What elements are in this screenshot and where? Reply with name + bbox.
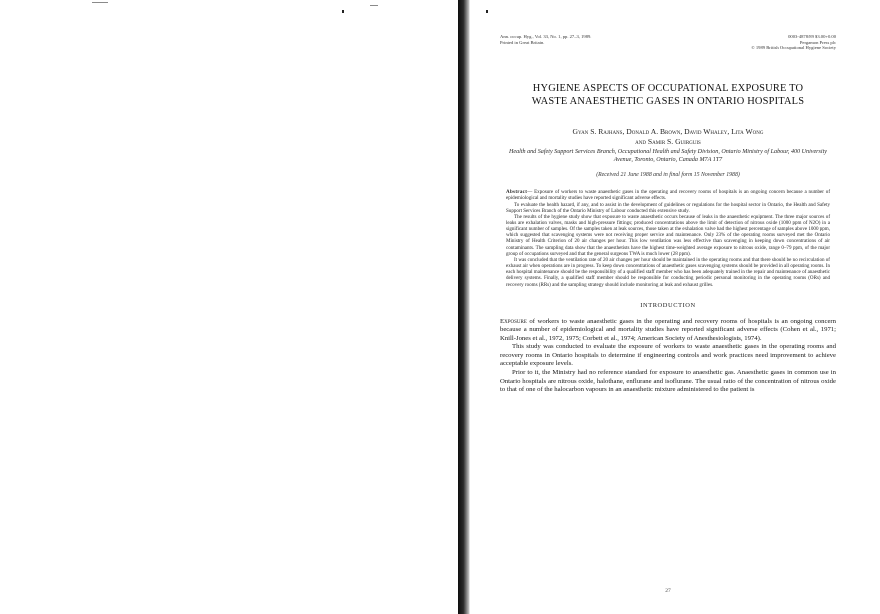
abstract xyxy=(506,189,830,288)
introduction-body xyxy=(500,318,836,395)
publisher-name: Pergamon Press plc xyxy=(799,39,836,45)
copyright-line: © 1989 British Occupational Hygiene Society xyxy=(751,45,836,50)
page-number: 27 xyxy=(665,588,671,594)
citation-line: Ann. occup. Hyg., Vol. 33, No. 1, pp. 27–3, 1989. xyxy=(500,34,592,39)
journal-page xyxy=(500,34,836,594)
section-heading: INTRODUCTION xyxy=(640,301,696,309)
received-dates: (Received 21 June 1988 and in final form 15 November 1988) xyxy=(596,172,740,179)
journal-citation xyxy=(500,34,591,45)
scan-artifact-dot xyxy=(486,10,488,13)
abstract-paragraph: To evaluate the health hazard, if any, and to assist in the development of guidelines or regulations for the hospital sector in Ontario, the Health and Safety Support Services Branch of the Ontario Ministry of Labour conducted this extensive study. xyxy=(506,201,830,214)
binding-gutter-shadow xyxy=(458,0,470,614)
publisher-info xyxy=(751,34,836,51)
abstract-paragraph: It was concluded that the ventilation rate of 20 air changes per hour should be maintained in the operating rooms and that there should be no recirculation of exhaust air when operations are in progress. To keep down concentrations of anaesthetic gases scavenging systems should be provided in all operating rooms. In each hospital maintenance should be the responsibility of a qualified staff member who has been adequately trained in the repair and maintenance of anaesthetic delivery systems. Finally, a qualified staff member should be responsible for conducting periodic personal monitoring in the operating rooms (ORs) and recovery rooms (RRs) and the sampling strategy should include monitoring at leak and exhaust grilles. xyxy=(506,256,831,288)
abstract-paragraph: The results of the hygiene study show that exposure to waste anaesthetic occurs because of leaks in the anaesthetic equipment. The three major sources of leaks are exhalation valves, masks and high-pressure fittings; produced concentrations above the limit of detection of nitrous oxide (1000 ppm of N2O) in a significant number of samples. Of the samples taken at leak sources, those taken at the exhalation valve had the highest percentage of samples above 1000 ppm, which suggested that scavenging systems were not receiving proper service and maintenance. Only 23% of the operating rooms surveyed met the Ontario Ministry of Health Criterion of 20 air changes per hour. This low ventilation was less effective than scavenging in keeping down concentrations of air contaminants. The sampling data show that the anaesthetists have the highest time-weighted average exposure to nitrous oxide, range 0–79 ppm, of the major group of occupations surveyed and that the general surgeons TWA is much lower (28 ppm). xyxy=(506,213,830,257)
body-paragraph: This study was conducted to evaluate the exposure of workers to waste anaesthetic gases in the operating rooms and recovery rooms in Ontario hospitals to determine if engineering controls and work practices need improvement to achieve acceptable exposure levels. xyxy=(500,343,836,368)
author-list xyxy=(500,127,836,146)
paragraph-lead-word: Exposure xyxy=(500,317,527,325)
scan-artifact-line xyxy=(92,2,108,3)
journal-header xyxy=(500,34,836,54)
author-affiliation: Health and Safety Support Services Branch, Occupational Health and Safety Division, Ontario Ministry of Labour, 400 University Avenue, Toronto, Ontario, Canada M7A 1T7 xyxy=(508,149,828,163)
abstract-paragraph xyxy=(506,189,830,201)
title-line-1: HYGIENE ASPECTS OF OCCUPATIONAL EXPOSURE TO xyxy=(532,83,804,94)
scan-artifact-line xyxy=(370,5,378,6)
authors-line-2: and Samir S. Guirguis xyxy=(635,136,701,146)
article-title xyxy=(500,82,836,108)
abstract-text: — Exposure of workers to waste anaesthetic gases in the operating and recovery rooms of hospitals is an ongoing concern because a number of epidemiological and mortality studies have reported significant adverse effects. xyxy=(506,189,830,202)
body-paragraph xyxy=(500,318,836,344)
title-line-2: WASTE ANAESTHETIC GASES IN ONTARIO HOSPITALS xyxy=(531,96,805,107)
scan-artifact-dot xyxy=(342,10,344,13)
printed-line: Printed in Great Britain. xyxy=(500,39,545,45)
paragraph-text: of workers to waste anaesthetic gases in the operating and recovery rooms of hospitals is an ongoing concern because a number of epidemiological and mortality studies have reported significant adverse effects (Cohen et al., 1971; Knill-Jones et al., 1972, 1975; Corbett et al., 1974; American Society of Anesthesiologists, 1974). xyxy=(500,317,836,342)
body-paragraph: Prior to it, the Ministry had no reference standard for exposure to anaesthetic gas. Anaesthetic gases in common use in Ontario hospitals are nitrous oxide, halothane, enflurane and isoflurane. The usual ratio of the concentration of nitrous oxide to that of one of the halocarbon vapours in an anaesthetic mixture administered to the patient is xyxy=(500,368,836,394)
price-code: 0003-4878/89 $3.00+0.00 xyxy=(788,34,836,39)
abstract-label: Abstract xyxy=(506,189,528,196)
authors-line-1: Gyan S. Rajhans, Donald A. Brown, David Whaley, Lita Wong xyxy=(572,127,764,136)
